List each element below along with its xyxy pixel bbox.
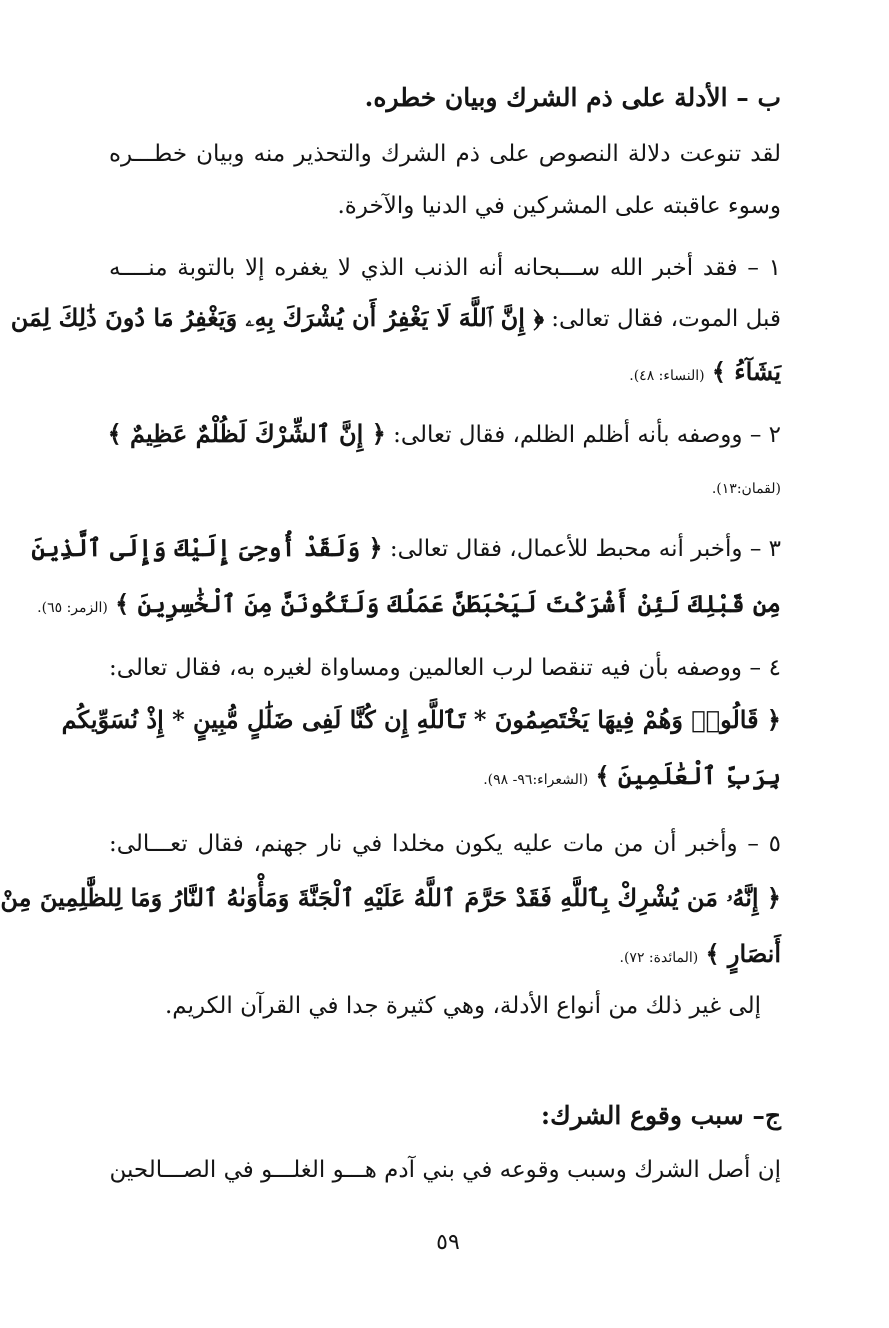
closing-line: إلى غير ذلك من أنواع الأدلة، وهي كثيرة جدا في القرآن الكريم. xyxy=(164,993,761,1019)
item1-line-2 xyxy=(10,298,781,342)
item2-reference: (لقمان:١٣). xyxy=(711,481,781,497)
item4-reference: (الشعراء:٩٦- ٩٨). xyxy=(483,772,589,788)
item3-line-2 xyxy=(37,584,781,628)
last-line: إن أصل الشرك وسبب وقوعه في بني آدم هـــو الغلـــو في الصـــالحين xyxy=(109,1157,781,1183)
intro-line-1: لقد تنوعت دلالة النصوص على ذم الشرك والتحذير منه وبيان خطـــره xyxy=(109,141,781,167)
item4-quran-verse-end: بِرَبِّ ٱلْعَٰلَمِينَ ﴾ xyxy=(595,761,781,790)
item5-line-3 xyxy=(109,934,781,978)
item1-line-3 xyxy=(109,352,781,396)
item3-reference: (الزمر: ٦٥). xyxy=(37,600,108,616)
item2-text: ٢ – ووصفه بأنه أظلم الظلم، فقال تعالى: xyxy=(393,422,781,448)
item3-quran-verse-end: مِن قَبْلِكَ لَئِنْ أَشْرَكْتَ لَيَحْبَطَنَّ عَمَلُكَ وَلَتَكُونَنَّ مِنَ ٱلْخَٰسِرِينَ ﴾ xyxy=(115,589,781,618)
item1-text: قبل الموت، فقال تعالى: xyxy=(551,306,781,332)
item4-quran-verse: ﴿ قَالُوا۟ وَهُمْ فِيهَا يَخْتَصِمُونَ * تَٱللَّهِ إِن كُنَّا لَفِى ضَلَٰلٍ مُّبِينٍ * إِذْ نُسَوِّيكُم xyxy=(61,705,781,734)
item3-text: ٣ – وأخبر أنه محبط للأعمال، فقال تعالى: xyxy=(389,536,781,562)
item2-quran-verse: ﴿ إِنَّ ٱلشِّرْكَ لَظُلْمٌ عَظِيمٌ ﴾ xyxy=(107,419,386,448)
item1-reference: (النساء: ٤٨). xyxy=(629,368,705,384)
item3-quran-verse: ﴿ وَلَقَدْ أُوحِىَ إِلَيْكَ وَإِلَى ٱلَّذِينَ xyxy=(31,533,383,562)
item1-line-1: ١ – فقد أخبر الله ســـبحانه أنه الذنب الذي لا يغفره إلا بالتوبة منــــه xyxy=(109,255,781,281)
item2-line-2 xyxy=(109,466,781,510)
item1-quran-verse-end: يَشَآءُ ﴾ xyxy=(711,357,781,386)
item5-quran-verse: ﴿ إِنَّهُۥ مَن يُشْرِكْ بِٱللَّهِ فَقَدْ حَرَّمَ ٱللَّهُ عَلَيْهِ ٱلْجَنَّةَ وَمَأْوَىٰهُ ٱلنَّارُ وَمَا لِلظَّٰلِمِينَ مِنْ xyxy=(0,883,781,912)
item1-quran-verse: ﴿ إِنَّ ٱللَّهَ لَا يَغْفِرُ أَن يُشْرَكَ بِهِۦ وَيَغْفِرُ مَا دُونَ ذَٰلِكَ لِمَن xyxy=(10,303,544,332)
item4-line-1: ٤ – ووصفه بأن فيه تنقصا لرب العالمين ومساواة لغيره به، فقال تعالى: xyxy=(109,655,781,681)
page-number: ٥٩ xyxy=(436,1230,460,1255)
heading-b: ب – الأدلة على ذم الشرك وبيان خطره. xyxy=(364,83,781,112)
item5-reference: (المائدة: ٧٢). xyxy=(619,950,699,966)
item3-line-1 xyxy=(31,528,781,572)
item4-line-3 xyxy=(109,756,781,800)
intro-line-2: وسوء عاقبته على المشركين في الدنيا والآخرة. xyxy=(337,193,781,219)
item2-line-1 xyxy=(109,414,781,458)
item5-quran-verse-end: أَنصَارٍ ﴾ xyxy=(705,939,781,968)
item5-line-1: ٥ – وأخبر أن من مات عليه يكون مخلدا في نار جهنم، فقال تعـــالى: xyxy=(109,831,781,857)
heading-c: ج– سبب وقوع الشرك: xyxy=(540,1101,781,1130)
